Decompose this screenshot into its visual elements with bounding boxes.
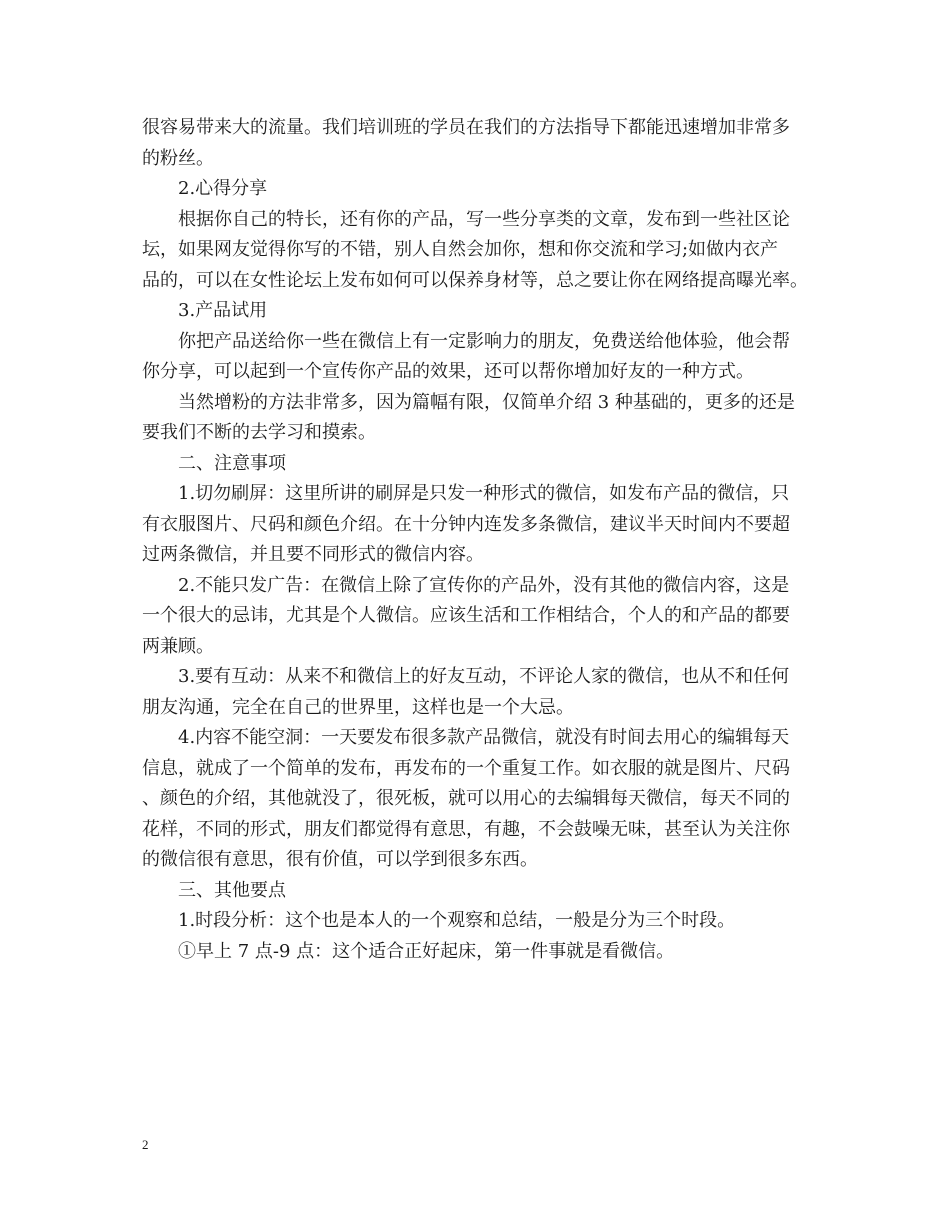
text-line: 二、注意事项: [178, 452, 286, 474]
text-line: 你分享，可以起到一个宣传你产品的效果，还可以帮你增加好友的一种方式。: [142, 361, 754, 382]
text-line: 花样，不同的形式，朋友们都觉得有意思，有趣，不会鼓噪无味，甚至认为关注你: [142, 818, 790, 840]
text-line: 根据你自己的特长，还有你的产品，写一些分享类的文章，发布到一些社区论: [178, 208, 790, 230]
text-line: 、颜色的介绍，其他就没了，很死板，就可以用心的去编辑每天微信，每天不同的: [142, 788, 790, 809]
text-line: 3.要有互动：从来不和微信上的好友互动，不评论人家的微信，也从不和任何: [178, 666, 790, 687]
text-line: 1.时段分析：这个也是本人的一个观察和总结，一般是分为三个时段。: [178, 910, 736, 931]
text-line: 的微信很有意思，很有价值，可以学到很多东西。: [142, 849, 538, 870]
text-line: 三、其他要点: [178, 879, 286, 901]
text-line: 4.内容不能空洞：一天要发布很多款产品微信，就没有时间去用心的编辑每天: [178, 727, 790, 748]
text-line: 的粉丝。: [142, 147, 214, 169]
text-line: 2.心得分享: [178, 178, 268, 199]
text-line: 过两条微信，并且要不同形式的微信内容。: [142, 544, 484, 565]
text-line: 1.切勿刷屏：这里所讲的刷屏是只发一种形式的微信，如发布产品的微信，只: [178, 483, 790, 504]
document-body: [142, 113, 810, 967]
text-line: 两兼顾。: [142, 635, 214, 657]
text-line: 很容易带来大的流量。我们培训班的学员在我们的方法指导下都能迅速增加非常多: [142, 117, 790, 138]
text-line: 一个很大的忌讳，尤其是个人微信。应该生活和工作相结合，个人的和产品的都要: [142, 605, 790, 626]
page-number: 2: [142, 1137, 149, 1152]
text-line: 你把产品送给你一些在微信上有一定影响力的朋友，免费送给他体验，他会帮: [178, 330, 790, 352]
text-line: 3.产品试用: [178, 300, 268, 321]
text-line: 信息，就成了一个简单的发布，再发布的一个重复工作。如衣服的就是图片、尺码: [142, 757, 790, 779]
text-line: 2.不能只发广告：在微信上除了宣传你的产品外，没有其他的微信内容，这是: [178, 574, 790, 596]
text-line: 当然增粉的方法非常多，因为篇幅有限，仅简单介绍 3 种基础的，更多的还是: [178, 391, 795, 413]
text-line: 坛，如果网友觉得你写的不错，别人自然会加你，想和你交流和学习;如做内衣产: [142, 239, 779, 260]
text-line: 朋友沟通，完全在自己的世界里，这样也是一个大忌。: [142, 696, 574, 718]
text-line: 有衣服图片、尺码和颜色介绍。在十分钟内连发多条微信，建议半天时间内不要超: [142, 513, 790, 535]
text-line: 品的，可以在女性论坛上发布如何可以保养身材等，总之要让你在网络提高曝光率。: [142, 269, 808, 291]
text-line: 要我们不断的去学习和摸索。: [142, 422, 376, 443]
text-line: ①早上 7 点-9 点：这个适合正好起床，第一件事就是看微信。: [178, 940, 675, 962]
